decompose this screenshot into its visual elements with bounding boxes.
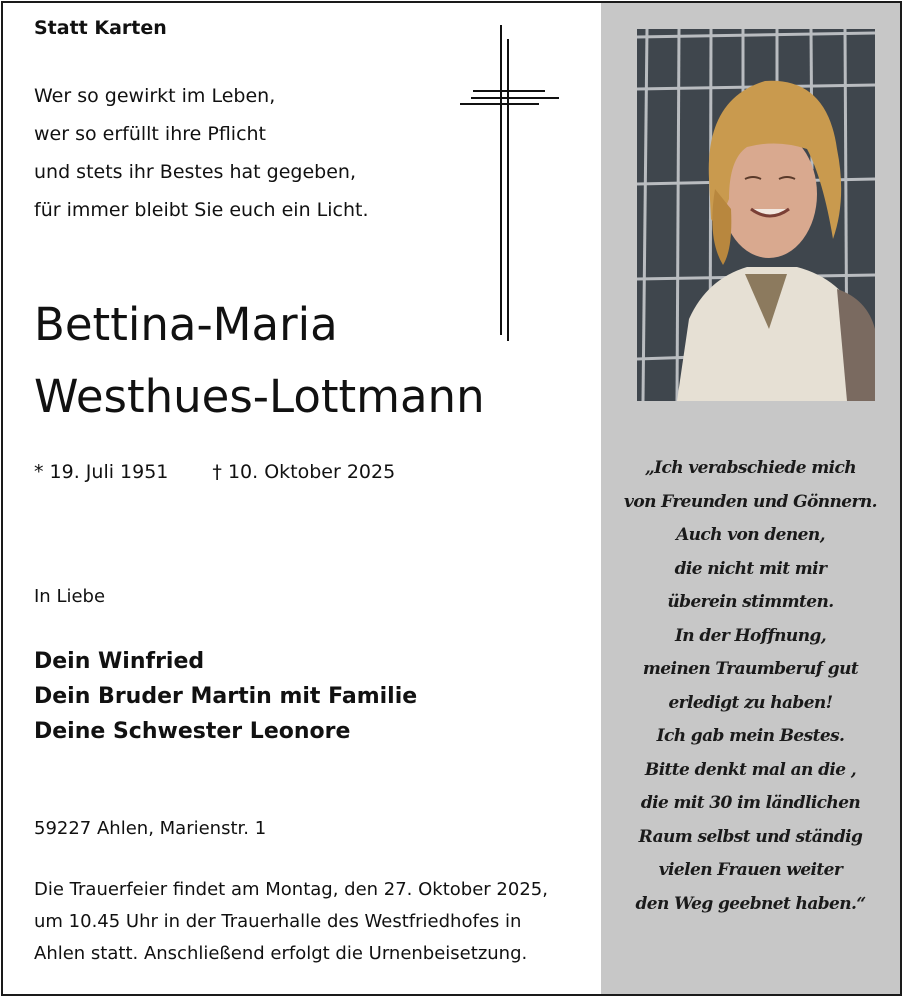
address: 59227 Ahlen, Marienstr. 1: [34, 818, 267, 839]
header-label: Statt Karten: [34, 17, 167, 39]
notice-line: Ahlen statt. Anschließend erfolgt die Urnenbeisetzung.: [34, 943, 528, 964]
first-name: Bettina-Maria: [34, 298, 338, 351]
deceased-name: [34, 289, 485, 433]
quote-line: von Freunden und Gönnern.: [624, 491, 877, 512]
quote-line: Auch von denen,: [676, 525, 825, 545]
quote-line: die mit 30 im ländlichen: [640, 793, 861, 813]
main-panel: [3, 3, 601, 994]
in-love-label: In Liebe: [34, 586, 106, 607]
quote-panel: [601, 3, 900, 994]
mourner: Dein Winfried: [34, 649, 205, 674]
funeral-notice: [34, 874, 548, 970]
quote-line: „Ich verabschiede mich: [644, 458, 857, 478]
quote-line: In der Hoffnung,: [674, 625, 827, 646]
poem-line: für immer bleibt Sie euch ein Licht.: [34, 199, 369, 221]
mourner: Deine Schwester Leonore: [34, 719, 351, 744]
quote-line: die nicht mit mir: [674, 558, 827, 579]
life-dates: [34, 461, 395, 483]
birth-date: * 19. Juli 1951: [34, 461, 169, 483]
quote-line: überein stimmten.: [667, 592, 834, 612]
quote-line: erledigt zu haben!: [668, 692, 833, 713]
portrait-photo: [637, 29, 875, 401]
quote-line: meinen Traumberuf gut: [642, 659, 859, 679]
last-name: Westhues-Lottmann: [34, 370, 485, 423]
obituary-notice: [1, 1, 902, 996]
poem-line: wer so erfüllt ihre Pflicht: [34, 123, 267, 145]
quote: [601, 452, 900, 921]
quote-line: vielen Frauen weiter: [658, 860, 843, 880]
quote-line: Ich gab mein Bestes.: [656, 726, 845, 746]
notice-line: um 10.45 Uhr in der Trauerhalle des Westfriedhofes in: [34, 911, 522, 932]
poem-line: Wer so gewirkt im Leben,: [34, 85, 276, 107]
quote-line: den Weg geebnet haben.“: [635, 893, 866, 914]
mourners-list: [34, 644, 417, 749]
mourner: Dein Bruder Martin mit Familie: [34, 684, 418, 709]
quote-line: Bitte denkt mal an die ,: [644, 759, 857, 780]
poem-line: und stets ihr Bestes hat gegeben,: [34, 161, 356, 183]
death-date: † 10. Oktober 2025: [212, 461, 396, 483]
poem: [34, 77, 369, 229]
notice-line: Die Trauerfeier findet am Montag, den 27. Oktober 2025,: [34, 879, 548, 900]
quote-line: Raum selbst und ständig: [638, 826, 863, 847]
